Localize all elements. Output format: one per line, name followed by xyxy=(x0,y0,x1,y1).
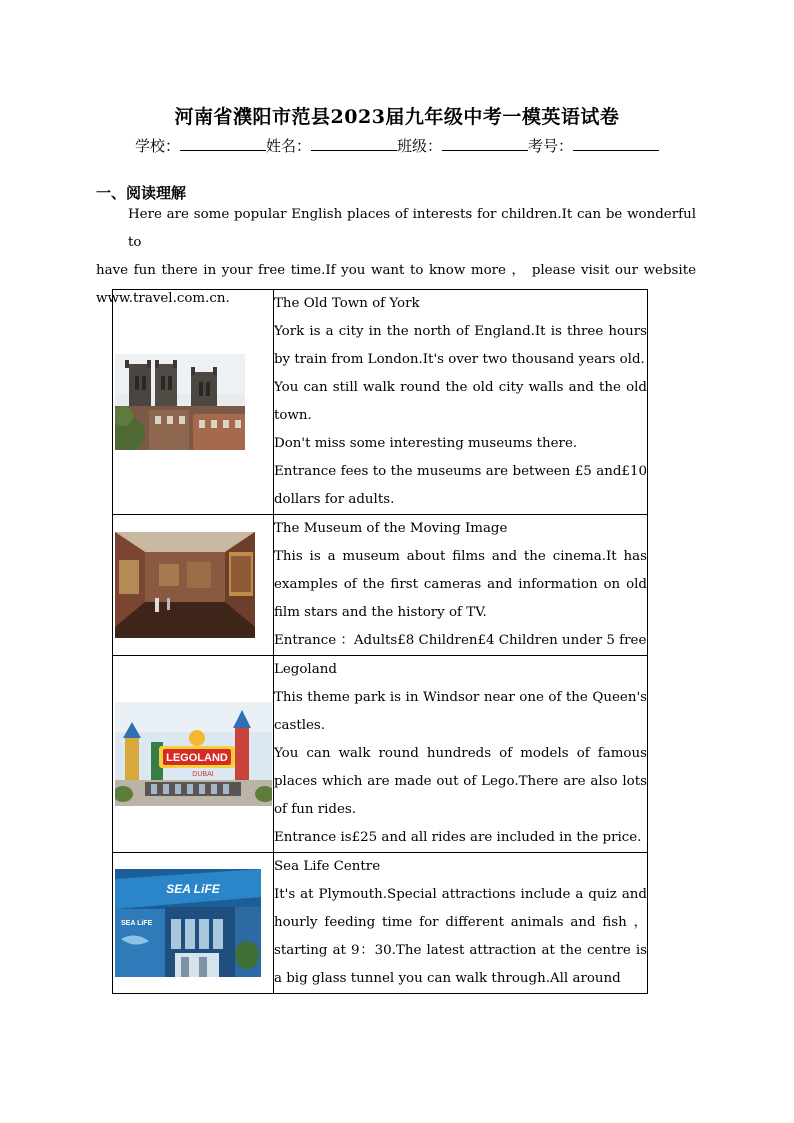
place-paragraph: This is a museum about films and the cinema.It has examples of the first cameras and information on old film stars and the history of TV. xyxy=(273,549,647,620)
table-row xyxy=(113,290,648,515)
york-minster-photo-icon xyxy=(115,354,245,450)
section-heading: 一、阅读理解 xyxy=(96,184,187,202)
place-title: Legoland xyxy=(273,662,337,677)
table-row xyxy=(113,656,648,853)
place-paragraph: You can still walk round the old city walls and the old town. xyxy=(273,380,647,423)
svg-text:DUBAI: DUBAI xyxy=(192,771,214,778)
york-description xyxy=(273,290,647,515)
legoland-photo-icon xyxy=(115,702,272,806)
place-paragraph: It's at Plymouth.Special attractions include a quiz and hourly feeding time for different animals and fish ，starting at 9：30.The latest attraction at the centre is a big glass tunnel you can walk through.All around xyxy=(273,887,647,986)
legoland-description xyxy=(273,656,647,853)
legoland-image-cell xyxy=(113,656,274,853)
museum-description xyxy=(273,515,647,656)
place-paragraph: Don't miss some interesting museums there. xyxy=(273,436,578,451)
class-blank[interactable] xyxy=(442,136,528,151)
svg-text:SEA LiFE: SEA LiFE xyxy=(166,882,220,896)
number-blank[interactable] xyxy=(573,136,659,151)
museum-gallery-photo-icon xyxy=(115,532,255,638)
student-info-line xyxy=(0,135,794,156)
class-label: 班级： xyxy=(397,137,443,155)
place-paragraph: Entrance is£25 and all rides are included in the price. xyxy=(273,830,642,845)
place-paragraph: Entrance fees to the museums are between £5 and£10 dollars for adults. xyxy=(273,464,647,507)
svg-text:LEGOLAND: LEGOLAND xyxy=(166,752,228,764)
place-title: The Old Town of York xyxy=(273,296,420,311)
name-blank[interactable] xyxy=(311,136,397,151)
sea-life-description xyxy=(273,853,647,994)
museum-image-cell xyxy=(113,515,274,656)
intro-line: www.travel.com.cn. xyxy=(96,291,230,306)
sea-life-image-cell xyxy=(113,853,274,994)
school-blank[interactable] xyxy=(180,136,266,151)
school-label: 学校： xyxy=(134,137,180,155)
place-paragraph: York is a city in the north of England.It is three hours by train from London.It's over two thousand years old. xyxy=(273,324,647,367)
york-image-cell xyxy=(113,290,274,515)
place-paragraph: You can walk round hundreds of models of famous places which are made out of Lego.There are also lots of fun rides. xyxy=(273,746,647,817)
name-label: 姓名： xyxy=(265,137,311,155)
svg-text:SEA LiFE: SEA LiFE xyxy=(121,920,153,927)
place-paragraph: This theme park is in Windsor near one of the Queen's castles. xyxy=(273,690,647,733)
table-row xyxy=(113,515,648,656)
exam-title: 河南省濮阳市范县2023届九年级中考一模英语试卷 xyxy=(174,106,620,128)
table-row xyxy=(113,853,648,994)
intro-line: have fun there in your free time.If you want to know more ， please visit our website xyxy=(96,263,696,278)
intro-line: Here are some popular English places of interests for children.It can be wonderful to xyxy=(128,207,696,250)
number-label: 考号： xyxy=(528,137,574,155)
place-title: Sea Life Centre xyxy=(273,859,381,874)
places-table xyxy=(112,289,648,994)
place-paragraph: Entrance ：Adults£8 Children£4 Children under 5 free xyxy=(273,633,647,648)
sea-life-centre-photo-icon xyxy=(115,869,261,977)
place-title: The Museum of the Moving Image xyxy=(273,521,508,536)
